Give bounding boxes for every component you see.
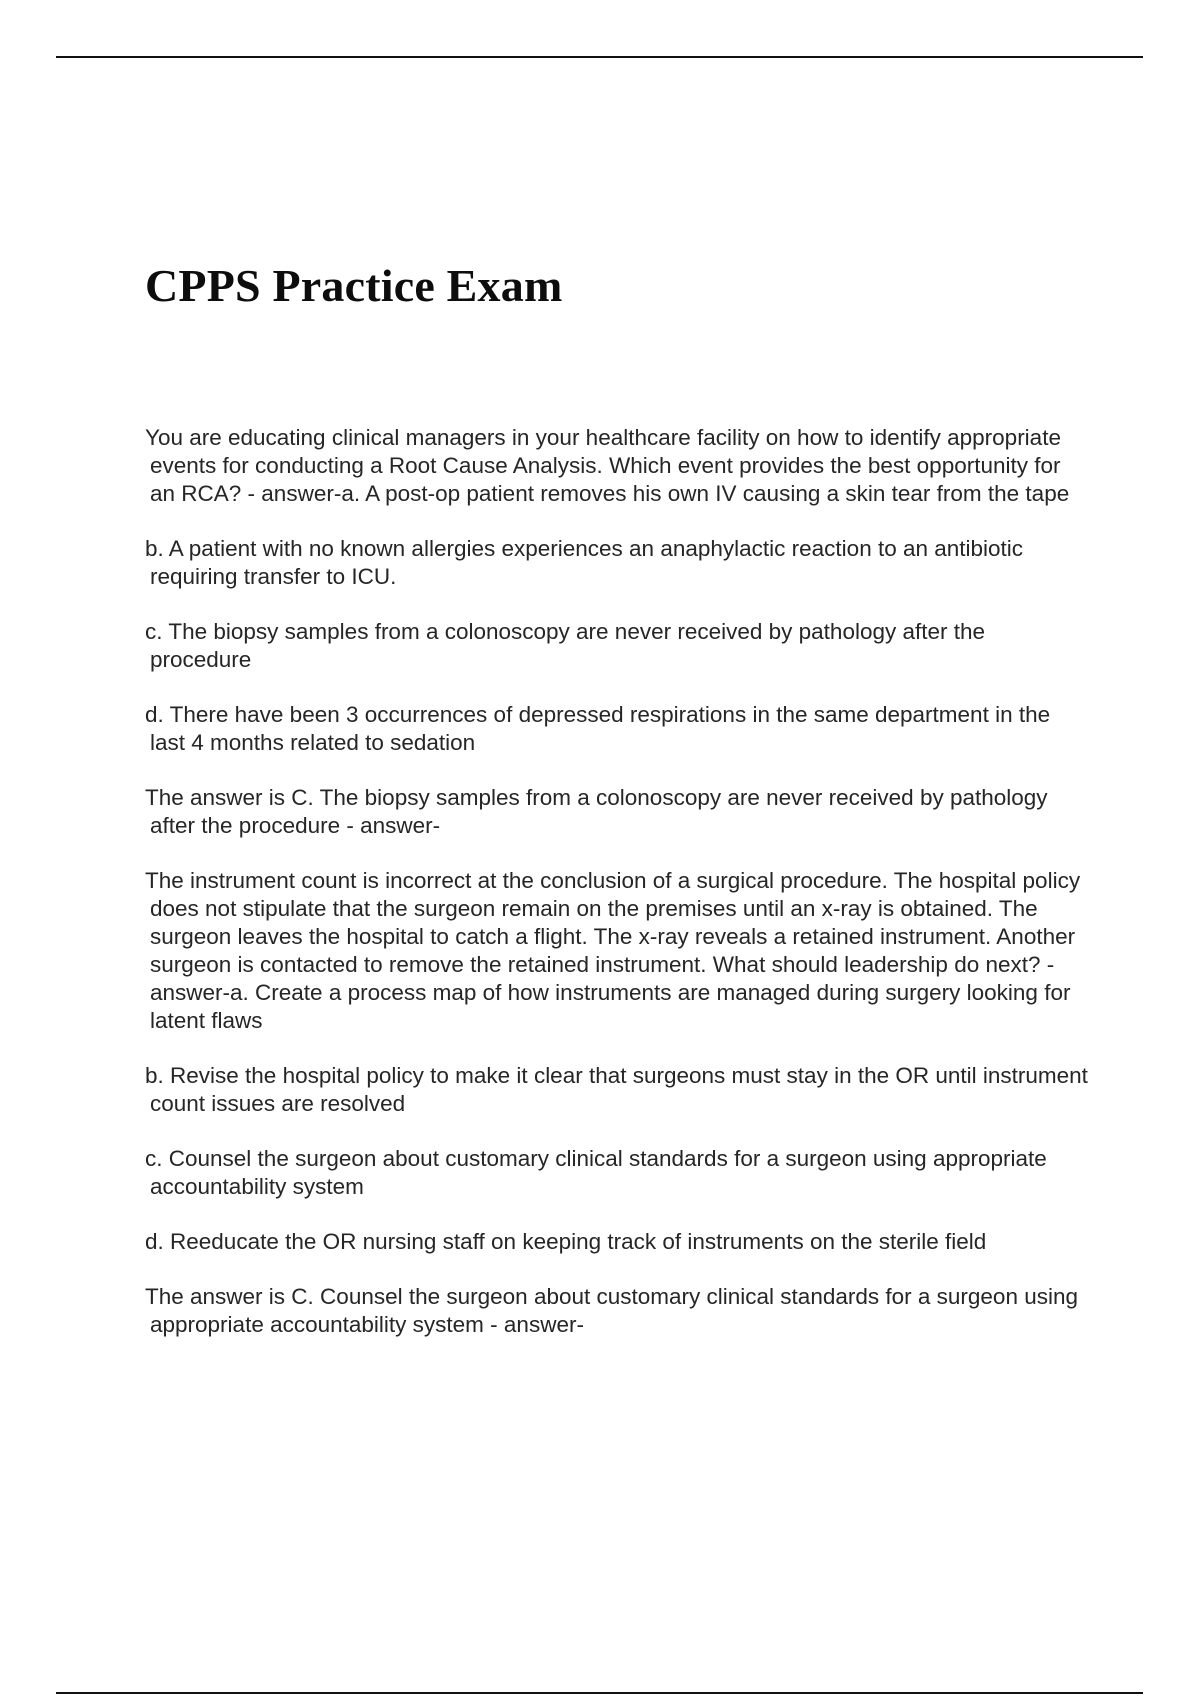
question-1-option-d: d. There have been 3 occurrences of depressed respirations in the same department in the last 4 months related to sedation [145, 702, 1051, 755]
top-rule [56, 56, 1143, 58]
question-2-option-c: c. Counsel the surgeon about customary clinical standards for a surgeon using appropriate accountability system [145, 1146, 1047, 1199]
question-2-answer: The answer is C. Counsel the surgeon about customary clinical standards for a surgeon using appropriate accountability system - answer- [145, 1284, 1078, 1337]
question-2-stem: The instrument count is incorrect at the conclusion of a surgical procedure. The hospital policy does not stipulate that the surgeon remain on the premises until an x-ray is obtained. The surgeon leaves the hospital to catch a flight. The x-ray reveals a retained instrument. Another surgeon is contacted to remove the retained instrument. What should leadership do next? - answer-a. Create a process map of how instruments are managed during surgery looking for latent flaws [145, 868, 1081, 1033]
question-2-option-b: b. Revise the hospital policy to make it clear that surgeons must stay in the OR until instrument count issues are resolved [145, 1063, 1088, 1116]
question-1-option-c: c. The biopsy samples from a colonoscopy are never received by pathology after the procedure [145, 619, 986, 672]
question-1-option-b: b. A patient with no known allergies experiences an anaphylactic reaction to an antibiotic requiring transfer to ICU. [145, 536, 1024, 589]
bottom-rule [56, 1692, 1143, 1694]
document-body [145, 424, 1090, 1366]
question-1-answer: The answer is C. The biopsy samples from a colonoscopy are never received by pathology after the procedure - answer- [145, 785, 1048, 838]
document-title: CPPS Practice Exam [145, 260, 563, 311]
question-2-option-d: d. Reeducate the OR nursing staff on keeping track of instruments on the sterile field [145, 1229, 987, 1254]
question-1-stem: You are educating clinical managers in your healthcare facility on how to identify appropriate events for conducting a Root Cause Analysis. Which event provides the best opportunity for an RCA? - answer-a. A post-op patient removes his own IV causing a skin tear from the tape [145, 425, 1070, 506]
